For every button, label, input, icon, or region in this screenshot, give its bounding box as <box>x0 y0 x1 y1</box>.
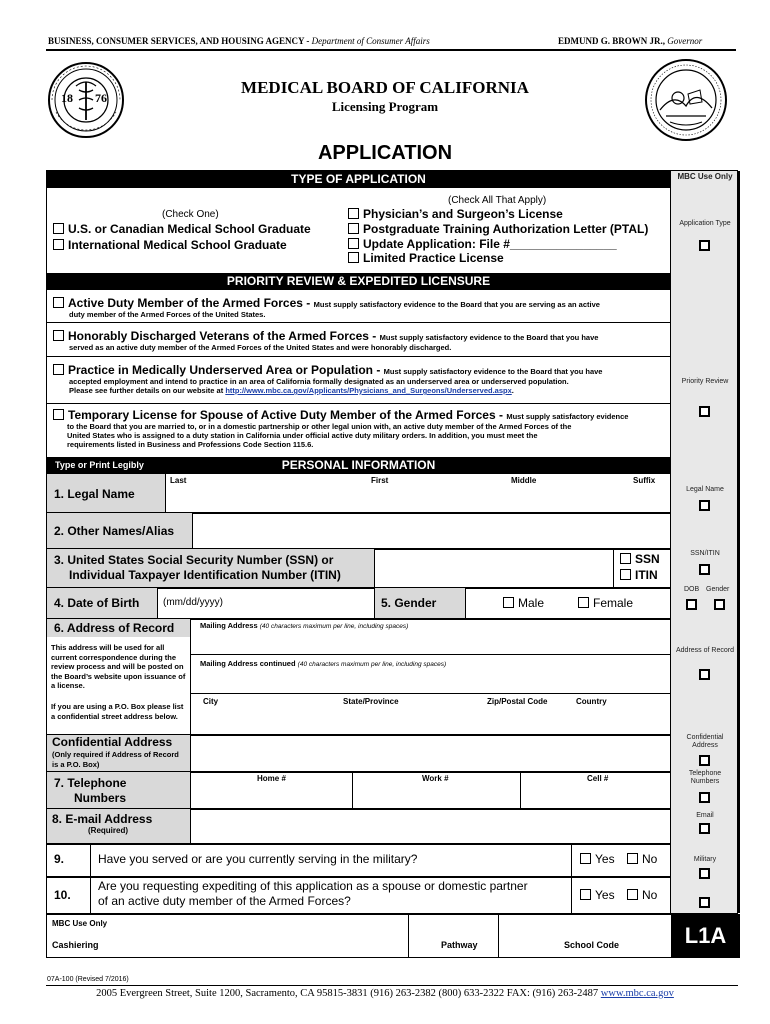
checkbox-icon[interactable] <box>53 239 64 250</box>
checkbox-icon[interactable] <box>580 889 591 900</box>
department-name: Department of Consumer Affairs <box>311 36 430 46</box>
telephone-label-line1: 7. Telephone <box>54 776 127 790</box>
q10-text <box>98 879 528 909</box>
agency-line <box>48 36 430 46</box>
priority-item-text: Must supply satisfactory evidence to the Board that you are serving as an active <box>313 300 600 309</box>
state-label: State/Province <box>343 697 399 706</box>
priority-veterans <box>53 329 668 352</box>
divider <box>190 654 670 655</box>
option-label: Postgraduate Training Authorization Letter (PTAL) <box>363 222 649 236</box>
work-phone-label: Work # <box>422 774 449 783</box>
option-label: International Medical School Graduate <box>68 238 287 252</box>
q10-text-line2: of an active duty member of the Armed Forces? <box>98 894 351 908</box>
divider <box>408 914 409 958</box>
footer-address: 2005 Evergreen Street, Suite 1200, Sacramento, CA 95815-3831 (916) 263-2382 (800) 633-2322 FAX: (916) 263-2487 <box>96 988 601 999</box>
itin-option-label: ITIN <box>635 568 658 582</box>
q10-number: 10. <box>54 888 71 902</box>
side-address-checkbox[interactable] <box>699 667 710 685</box>
checkbox-icon[interactable] <box>348 223 359 234</box>
city-label: City <box>203 697 219 706</box>
gender-male-option[interactable] <box>503 596 544 610</box>
col-suffix-label: Suffix <box>633 476 656 485</box>
option-ptal[interactable] <box>348 222 648 236</box>
ssn-label <box>54 553 341 583</box>
side-dob-checkbox[interactable] <box>686 597 697 615</box>
priority-item-text: to the Board that you are married to, or in a domestic partnership or other legal union with, an active duty member of the Armed Forces of the <box>67 422 572 431</box>
priority-item-title: Active Duty Member of the Armed Forces - <box>68 296 314 310</box>
legal-name-input[interactable] <box>167 486 667 510</box>
q10-no-option[interactable] <box>627 888 657 902</box>
telephone-label <box>54 776 126 806</box>
governor-title: Governor <box>667 36 703 46</box>
side-priority-review-label: Priority Review <box>681 378 729 385</box>
side-dob-label: DOB <box>684 586 700 593</box>
checkbox-icon[interactable] <box>348 252 359 263</box>
mailing-cont-note: (40 characters maximum per line, including spaces) <box>297 661 447 668</box>
form-code-badge: L1A <box>671 914 740 958</box>
divider <box>90 844 91 876</box>
mailing-label: Mailing Address <box>200 621 258 630</box>
side-ssn-checkbox[interactable] <box>699 562 710 580</box>
priority-item-text: accepted employment and intend to practice in an area of California formally designated as an underserved area or underserved population. <box>69 377 569 386</box>
priority-item-text: Please see further details on our website at <box>69 386 226 395</box>
side-application-type-label: Application Type <box>679 220 731 227</box>
priority-item-text: served as an active duty member of the Armed Forces of the United States and were honorably discharged. <box>69 343 452 352</box>
mailing-note: (40 characters maximum per line, including spaces) <box>259 623 409 630</box>
option-physician-surgeon[interactable] <box>348 207 563 221</box>
option-label: Physician’s and Surgeon’s License <box>363 207 563 221</box>
footer-rule <box>46 985 738 986</box>
q9-text: Have you served or are you currently serving in the military? <box>98 852 418 866</box>
home-phone-input[interactable] <box>193 784 350 806</box>
checkbox-icon[interactable] <box>620 553 631 564</box>
priority-item-text: United States who is assigned to a duty station in California under official active duty military orders. In addition, you must meet the <box>67 431 538 440</box>
option-label: Limited Practice License <box>363 251 504 265</box>
address-label: 6. Address of Record <box>54 621 175 635</box>
mailing-cont-label: Mailing Address continued <box>200 659 296 668</box>
priority-item-text: Must supply satisfactory evidence to the Board that you have <box>379 333 599 342</box>
checkbox-icon[interactable] <box>348 208 359 219</box>
divider <box>190 619 191 734</box>
checkbox-icon[interactable] <box>578 597 589 608</box>
yes-label: Yes <box>595 852 615 866</box>
divider <box>192 513 193 548</box>
gender-female-option[interactable] <box>578 596 633 610</box>
divider <box>613 549 614 587</box>
divider <box>46 913 738 915</box>
priority-active-duty <box>53 296 668 319</box>
school-code-label: School Code <box>564 940 620 950</box>
page-title <box>0 142 770 165</box>
mbc-use-only-label: MBC Use Only <box>677 172 733 181</box>
mailing-continued-label <box>200 659 446 668</box>
type-of-application-heading: TYPE OF APPLICATION <box>47 171 670 188</box>
confidential-address-label: Confidential Address <box>52 735 173 749</box>
seal-year-left: 18 <box>61 91 73 105</box>
cell-phone-input[interactable] <box>523 784 668 806</box>
priority-item-text: requirements listed in Business and Professions Code Section 115.6. <box>67 440 314 449</box>
checkbox-icon[interactable] <box>53 223 64 234</box>
side-telephone-label: Telephone Numbers <box>688 770 722 785</box>
priority-review-heading: PRIORITY REVIEW & EXPEDITED LICENSURE <box>47 273 670 290</box>
country-label: Country <box>576 697 607 706</box>
side-confidential-label: Confidential Address <box>686 734 724 749</box>
divider <box>47 356 670 357</box>
priority-spouse <box>53 408 668 449</box>
side-email-checkbox[interactable] <box>699 821 710 839</box>
ssn-option[interactable] <box>620 552 660 566</box>
divider <box>571 844 572 913</box>
divider <box>190 809 191 843</box>
mailing-continued-input[interactable] <box>194 669 668 691</box>
po-box-note: If you are using a P.O. Box please list a confidential street address below. <box>51 702 184 721</box>
female-label: Female <box>593 596 634 610</box>
divider <box>465 588 466 618</box>
side-gender-checkbox[interactable] <box>714 597 725 615</box>
governor-line <box>558 36 702 46</box>
divider <box>190 772 191 808</box>
ssn-input[interactable] <box>376 551 611 585</box>
priority-item-text: Must supply satisfactory evidence to the Board that you have <box>383 367 603 376</box>
telephone-label-line2: Numbers <box>74 791 127 805</box>
option-limited-practice[interactable] <box>348 251 504 265</box>
priority-item-title: Temporary License for Spouse of Active Duty Member of the Armed Forces - <box>68 408 507 422</box>
no-label: No <box>642 852 658 866</box>
confidential-address-input[interactable] <box>194 737 668 769</box>
side-military-label: Military <box>693 856 717 863</box>
option-label: U.S. or Canadian Medical School Graduate <box>68 222 311 236</box>
divider <box>47 403 670 404</box>
option-label: Update Application: File #________________ <box>363 237 617 251</box>
checkbox-icon[interactable] <box>53 364 64 375</box>
divider <box>190 693 670 694</box>
divider <box>498 914 499 958</box>
q9-no-option[interactable] <box>627 852 657 866</box>
email-required-note: (Required) <box>88 826 128 835</box>
ssn-option-label: SSN <box>635 552 660 566</box>
revision-note: 07A-100 (Revised 7/2016) <box>47 976 129 983</box>
home-phone-label: Home # <box>257 774 286 783</box>
q10-yes-option[interactable] <box>580 888 615 902</box>
no-label: No <box>642 888 658 902</box>
check-one-note: (Check One) <box>162 209 219 220</box>
itin-option[interactable] <box>620 568 658 582</box>
divider <box>190 735 191 771</box>
legal-name-label: 1. Legal Name <box>54 487 135 501</box>
dob-label: 4. Date of Birth <box>54 596 140 610</box>
mailing-address-label <box>200 621 408 630</box>
divider <box>520 772 521 808</box>
email-input[interactable] <box>194 811 668 841</box>
checkbox-icon[interactable] <box>53 297 64 308</box>
mailing-address-input[interactable] <box>194 631 668 653</box>
side-application-type-checkbox[interactable] <box>699 238 710 256</box>
dob-input[interactable]: (mm/dd/yyyy) <box>163 597 223 608</box>
agency-name: BUSINESS, CONSUMER SERVICES, AND HOUSING AGENCY - <box>48 36 312 46</box>
pathway-label: Pathway <box>441 940 478 950</box>
ssn-label-line1: 3. United States Social Security Number (SSN) or <box>54 553 334 567</box>
type-or-print-note: Type or Print Legibly <box>55 460 144 470</box>
confidential-note: (Only required if Address of Record is a P.O. Box) <box>52 750 179 769</box>
side-address-label: Address of Record <box>676 647 734 654</box>
other-names-input[interactable] <box>194 515 668 546</box>
divider <box>47 876 670 878</box>
ssn-label-line2: Individual Taxpayer Identification Number (ITIN) <box>69 568 341 582</box>
work-phone-input[interactable] <box>355 784 518 806</box>
checkbox-icon[interactable] <box>53 330 64 341</box>
side-email-label: Email <box>696 812 714 819</box>
q9-yes-option[interactable] <box>580 852 615 866</box>
priority-item-text: Must supply satisfactory evidence <box>506 412 629 421</box>
col-last-label: Last <box>170 476 187 485</box>
divider <box>47 843 670 845</box>
divider <box>157 588 158 618</box>
checkbox-icon[interactable] <box>627 853 638 864</box>
divider <box>352 772 353 808</box>
website-link[interactable]: www.mbc.ca.gov <box>600 988 674 999</box>
side-legal-name-label: Legal Name <box>686 486 724 493</box>
gender-label: 5. Gender <box>381 596 437 610</box>
side-divider <box>670 170 671 914</box>
cashiering-label: Cashiering <box>52 940 99 950</box>
side-ssn-label: SSN/ITIN <box>690 550 720 557</box>
checkbox-icon[interactable] <box>348 238 359 249</box>
col-first-label: First <box>371 476 389 485</box>
priority-item-title: Practice in Medically Underserved Area or Population - <box>68 363 384 377</box>
side-legal-name-checkbox[interactable] <box>699 498 710 516</box>
side-telephone-checkbox[interactable] <box>699 790 710 808</box>
checkbox-icon[interactable] <box>620 569 631 580</box>
mbc-use-only-footer: MBC Use Only <box>52 919 108 928</box>
divider <box>47 322 670 323</box>
priority-item-text: duty member of the Armed Forces of the United States. <box>69 310 266 319</box>
side-expedite-checkbox[interactable] <box>699 895 710 913</box>
col-middle-label: Middle <box>511 476 537 485</box>
side-confidential-checkbox[interactable] <box>699 753 710 771</box>
address-note: This address will be used for all current correspondence during the review process and will be posted on the Board’s website upon issuance of a license. <box>51 643 186 690</box>
page-title-text: APPLICATION <box>317 142 453 164</box>
checkbox-icon[interactable] <box>627 889 638 900</box>
seal-year-right: 76 <box>95 91 107 105</box>
program-title: Licensing Program <box>331 99 439 114</box>
divider <box>374 549 375 587</box>
governor-name: EDMUND G. BROWN JR., <box>558 36 668 46</box>
priority-item-title: Honorably Discharged Veterans of the Armed Forces - <box>68 329 380 343</box>
board-title: MEDICAL BOARD OF CALIFORNIA <box>241 78 529 97</box>
option-update-application[interactable] <box>348 237 617 251</box>
divider <box>165 474 166 512</box>
email-label: 8. E-mail Address <box>52 812 153 826</box>
checkbox-icon[interactable] <box>503 597 514 608</box>
underserved-link[interactable]: http://www.mbc.ca.gov/Applicants/Physicians_and_Surgeons/Underserved.aspx <box>225 386 512 395</box>
footer-address-line <box>0 988 770 999</box>
personal-info-heading: PERSONAL INFORMATION <box>281 458 436 472</box>
cell-phone-label: Cell # <box>587 774 609 783</box>
check-all-note: (Check All That Apply) <box>448 195 547 206</box>
priority-underserved: Practice in Medically Underserved Area or Population - Must supply satisfactory evidence to the Board that you have accepted employment and intend to practice in an area of California formally designated as an underserved area or underserved population. Please see further details on our website at http://www.mbc.ca.gov/Applicants/Physicians_and_Surgeons/Underserved.aspx. <box>53 363 668 395</box>
q9-number: 9. <box>54 852 65 866</box>
header-rule <box>46 49 736 51</box>
side-priority-review-checkbox[interactable] <box>699 404 710 422</box>
checkbox-icon[interactable] <box>53 409 64 420</box>
divider <box>90 877 91 913</box>
other-names-label: 2. Other Names/Alias <box>54 524 175 538</box>
q10-text-line1: Are you requesting expediting of this application as a spouse or domestic partner <box>98 879 528 893</box>
side-edge <box>737 171 740 913</box>
city-state-zip-input[interactable] <box>194 707 668 732</box>
zip-label: Zip/Postal Code <box>487 697 548 706</box>
side-gender-label: Gender <box>706 586 730 593</box>
male-label: Male <box>518 596 545 610</box>
personal-info-bar <box>47 457 670 474</box>
yes-label: Yes <box>595 888 615 902</box>
side-military-checkbox[interactable] <box>699 866 710 884</box>
checkbox-icon[interactable] <box>580 853 591 864</box>
option-international[interactable] <box>53 238 287 252</box>
option-us-canadian[interactable] <box>53 222 311 236</box>
